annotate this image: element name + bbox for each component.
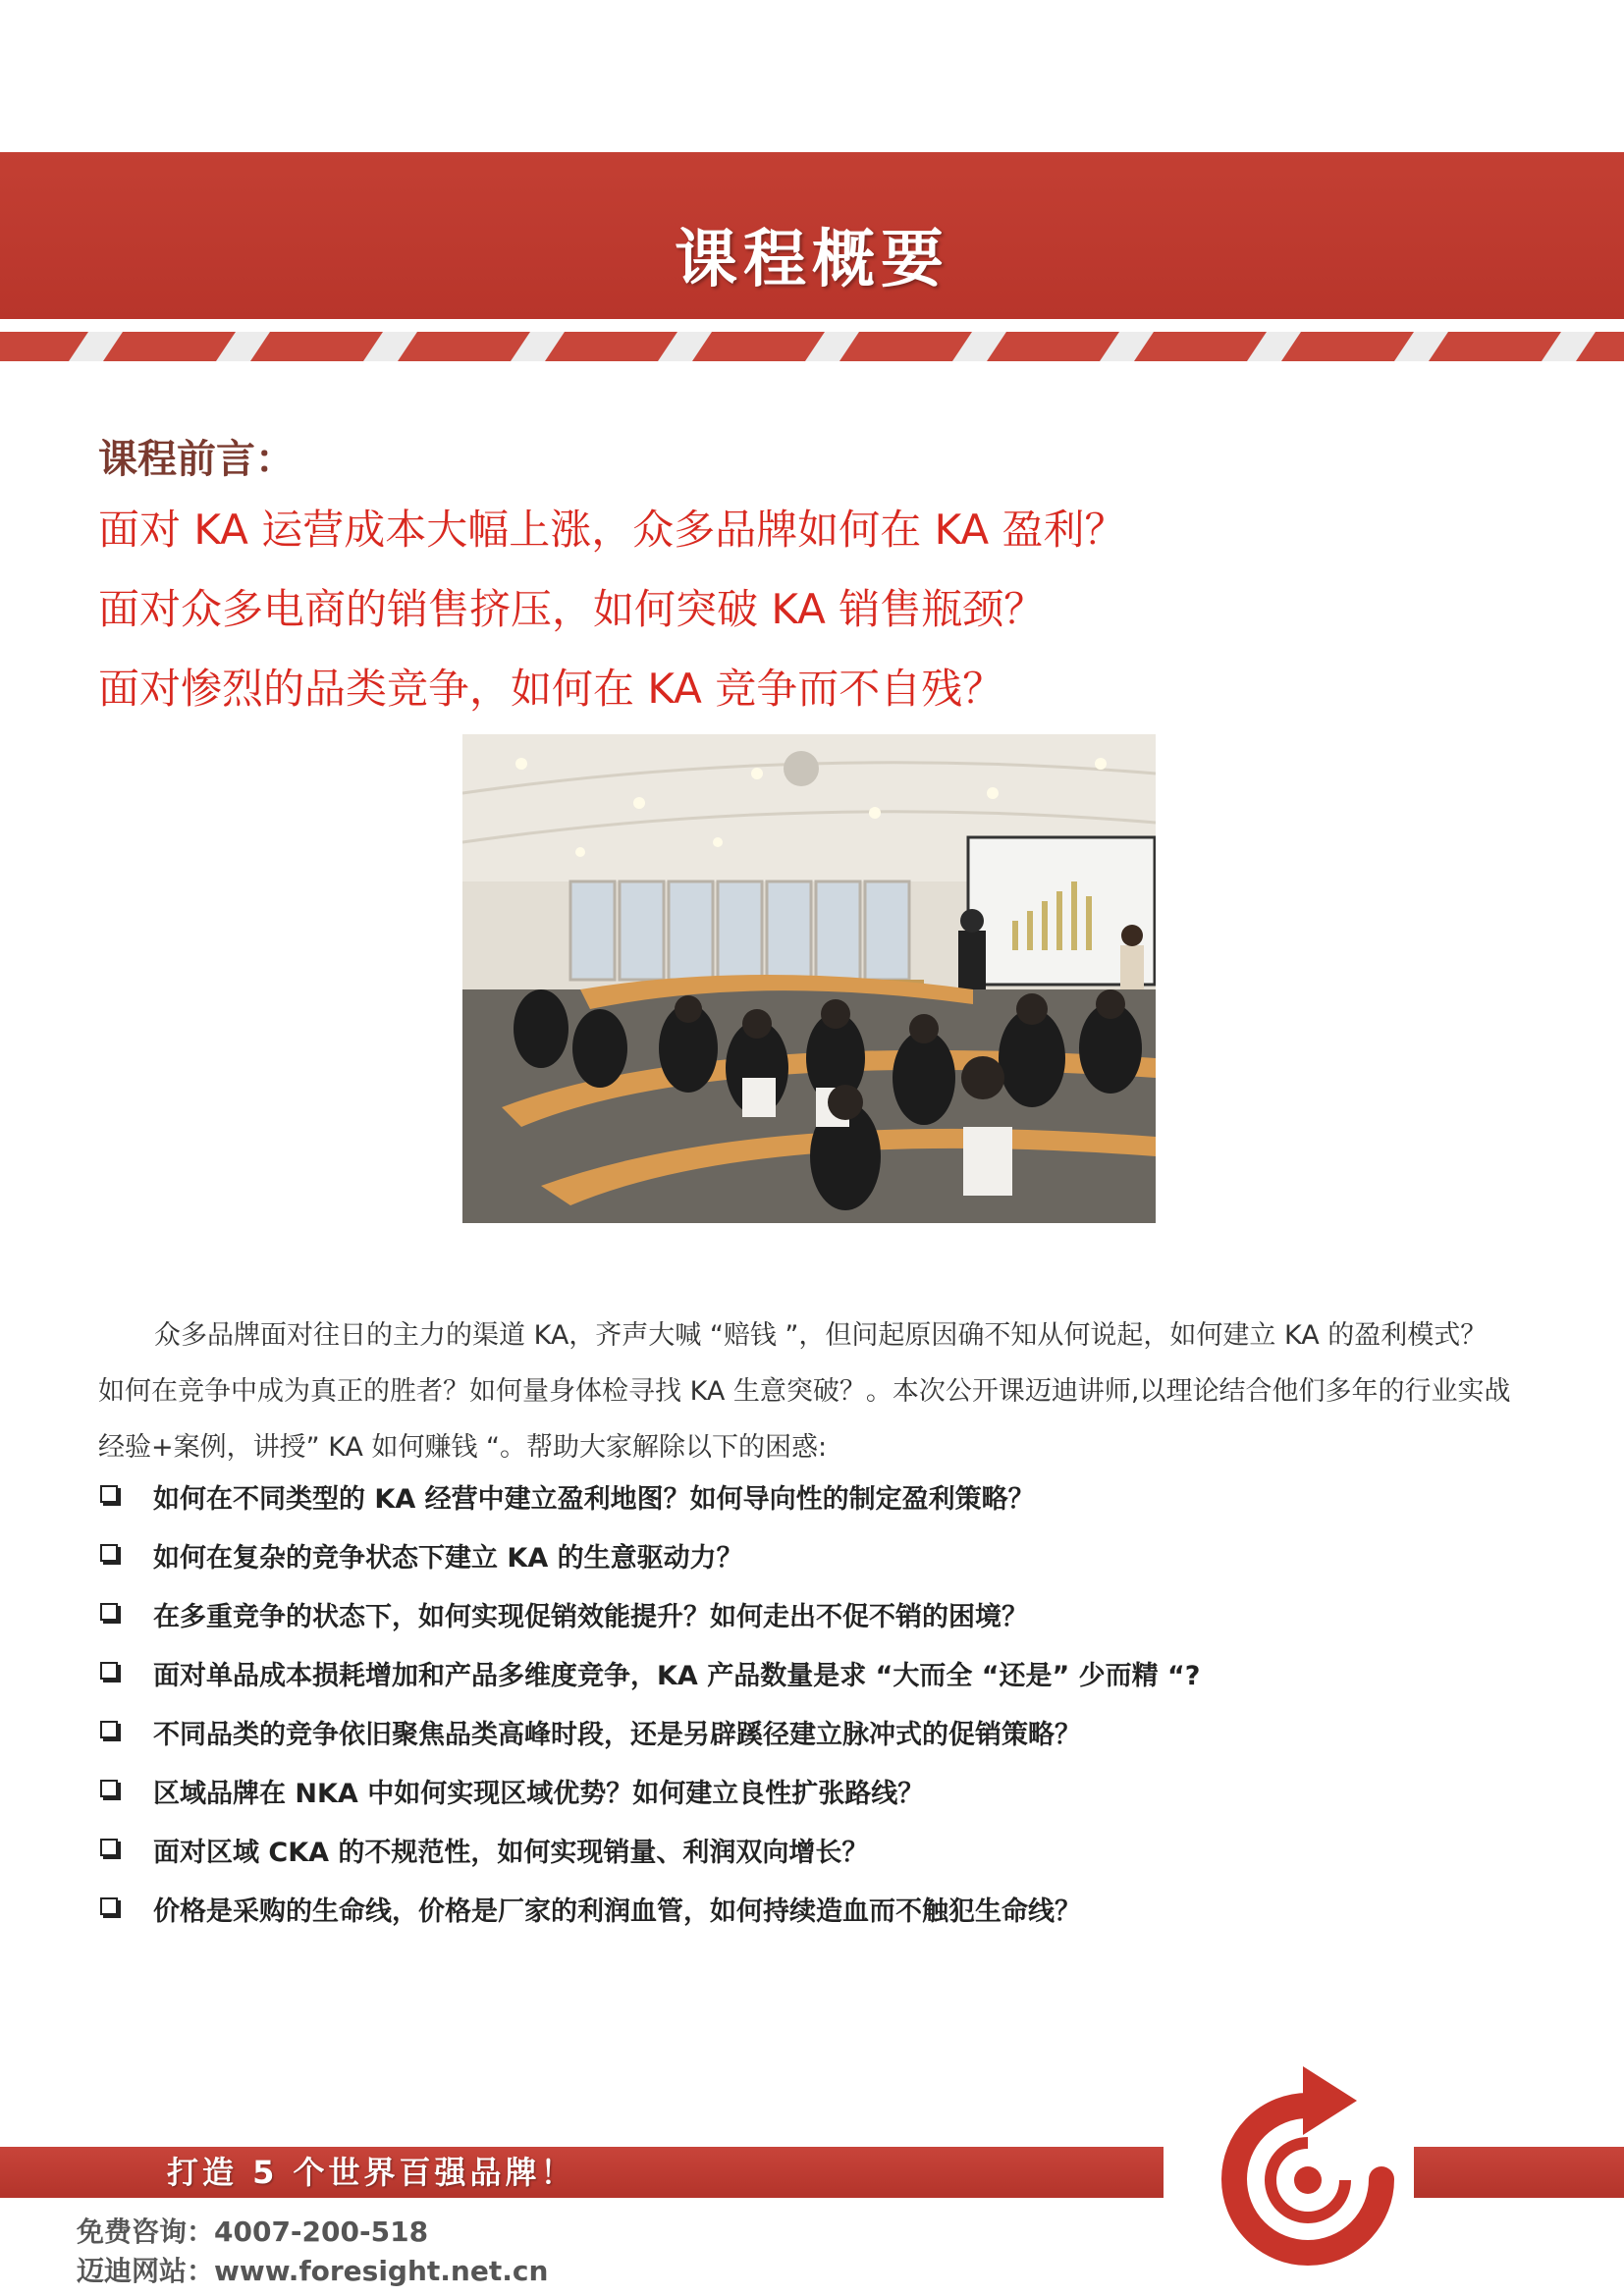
checkbox-bullet-icon <box>100 1544 118 1562</box>
list-item: 在多重竞争的状态下，如何实现促销效能提升？如何走出不促不销的困境？ <box>98 1595 1551 1654</box>
list-item: 区域品牌在 NKA 中如何实现区域优势？如何建立良性扩张路线？ <box>98 1772 1551 1831</box>
checkbox-bullet-icon <box>100 1721 118 1738</box>
checkbox-bullet-icon <box>100 1603 118 1621</box>
question-bullet-list <box>98 1477 1551 1949</box>
classroom-photo <box>462 734 1156 1223</box>
list-item: 如何在不同类型的 KA 经营中建立盈利地图？如何导向性的制定盈利策略？ <box>98 1477 1551 1536</box>
intro-label: 课程前言： <box>98 437 295 482</box>
intro-question: 面对 KA 运营成本大幅上涨，众多品牌如何在 KA 盈利？ <box>98 506 1126 554</box>
checkbox-bullet-icon <box>100 1897 118 1915</box>
list-item: 价格是采购的生命线，价格是厂家的利润血管，如何持续造血而不触犯生命线？ <box>98 1890 1551 1949</box>
checkbox-bullet-icon <box>100 1839 118 1856</box>
hotline-text: 免费咨询：4007-200-518 <box>77 2216 429 2248</box>
checkbox-bullet-icon <box>100 1662 118 1680</box>
intro-question: 面对众多电商的销售挤压，如何突破 KA 销售瓶颈？ <box>98 585 1046 633</box>
checkbox-bullet-icon <box>100 1780 118 1797</box>
footer-slogan: 打造 5 个世界百强品牌！ <box>167 2154 576 2191</box>
decorative-stripes <box>0 332 1624 361</box>
body-paragraph-line: 如何在竞争中成为真正的胜者？如何量身体检寻找 KA 生意突破？。本次公开课迈迪讲师,以理论结合他们多年的行业实战 <box>98 1376 1511 1407</box>
checkbox-bullet-icon <box>100 1485 118 1503</box>
body-paragraph-line: 众多品牌面对往日的主力的渠道 KA，齐声大喊 “赔钱 ”，但问起原因确不知从何说起，如何建立 KA 的盈利模式？ <box>154 1320 1488 1351</box>
page-title: 课程概要 <box>675 224 949 296</box>
list-item: 面对单品成本损耗增加和产品多维度竞争，KA 产品数量是求 “大而全 “还是” 少而精 “? <box>98 1654 1551 1713</box>
footer-band <box>1414 2147 1624 2198</box>
website-link[interactable]: 迈迪网站：www.foresight.net.cn <box>77 2255 549 2287</box>
body-paragraph-line: 经验+案例，讲授” KA 如何赚钱 “。帮助大家解除以下的困惑: <box>98 1432 828 1463</box>
list-item: 面对区域 CKA 的不规范性，如何实现销量、利润双向增长？ <box>98 1831 1551 1890</box>
intro-question: 面对惨烈的品类竞争，如何在 KA 竞争而不自残？ <box>98 665 1004 713</box>
circular-arrow-logo-icon <box>1210 2066 1406 2277</box>
list-item: 如何在复杂的竞争状态下建立 KA 的生意驱动力？ <box>98 1536 1551 1595</box>
list-item: 不同品类的竞争依旧聚焦品类高峰时段，还是另辟蹊径建立脉冲式的促销策略？ <box>98 1713 1551 1772</box>
